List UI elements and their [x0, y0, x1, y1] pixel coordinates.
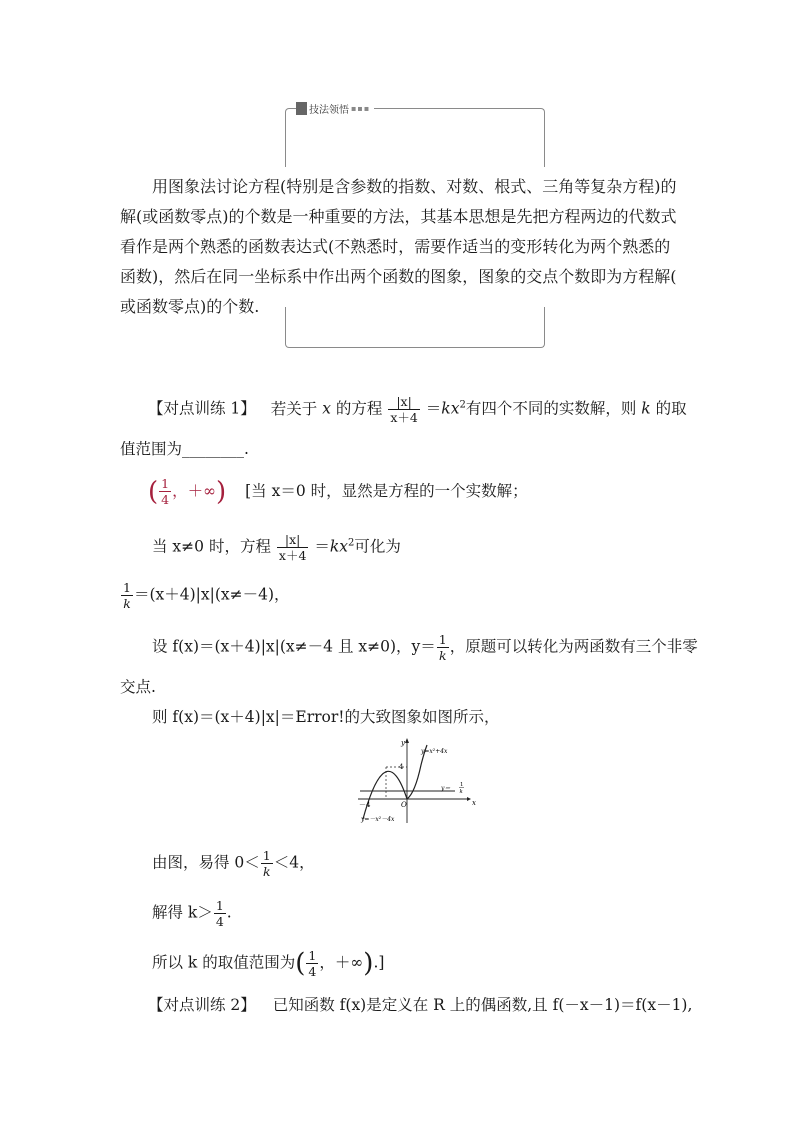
tip-line-4: 函数)，然后在同一坐标系中作出两个函数的图象，图象的交点个数即为方程解( — [120, 267, 677, 286]
graph-lower-curve-label: y=－x²－4x — [361, 816, 395, 823]
sol4-text-b: ，原题可以转化为两函数有三个非零 — [449, 637, 698, 656]
answer-frac-den: 4 — [161, 492, 170, 507]
solution-line-6: 则 f(x)＝(x＋4)|x|＝Error!的大致图象如图所示， — [152, 708, 500, 726]
sol9-close-paren: ) — [363, 948, 374, 979]
sol8-frac-den: 4 — [215, 914, 224, 929]
solution-line-2 — [120, 532, 712, 563]
exercise-1-question-line-2: 值范围为________. — [120, 440, 249, 458]
graph-tick-4: 4 — [399, 763, 404, 771]
sol8-frac-num: 1 — [215, 898, 224, 913]
function-graph — [355, 735, 480, 825]
exercise-2-line — [120, 994, 708, 1016]
answer-interval — [148, 476, 231, 507]
tip-box-label — [296, 100, 374, 116]
q-var-x: x — [322, 399, 331, 418]
dots-icon: ▪▪▪ — [351, 103, 371, 113]
sol2-eq: ＝ — [314, 537, 330, 556]
answer-fraction — [159, 476, 171, 507]
exercise-1-question-line-1 — [120, 394, 708, 425]
sol9-text-b: ，＋∞ — [319, 953, 364, 972]
answer-line — [120, 476, 708, 507]
solution-line-8 — [120, 898, 712, 929]
sol2-kx: kx — [329, 537, 348, 556]
answer-close-paren: ) — [216, 476, 227, 507]
sol2-text-a: 当 x≠0 时，方程 — [152, 537, 271, 556]
tip-line-2: 解(或函数零点)的个数是一种重要的方法，其基本思想是先把方程两边的代数式 — [120, 207, 677, 226]
sol2-frac-num: |x| — [277, 532, 309, 548]
label-block-icon — [296, 102, 307, 115]
graph-x-label: x — [472, 799, 476, 807]
sol2-fraction — [277, 532, 309, 563]
q-text-d: 的取 — [655, 399, 687, 418]
q-text-c: 有四个不同的实数解，则 — [465, 399, 637, 418]
sol9-frac-den: 4 — [308, 964, 317, 979]
tip-line-3: 看作是两个熟悉的函数表达式(不熟悉时，需要作适当的变形转化为两个熟悉的 — [120, 237, 671, 256]
sol7-frac-den: k — [262, 864, 271, 879]
sol7-text-a: 由图，易得 0＜ — [152, 853, 260, 872]
answer-frac-num: 1 — [161, 476, 170, 491]
sol8-text-b: . — [226, 903, 232, 922]
tip-line-5: 或函数零点)的个数. — [120, 297, 260, 316]
sol4-fraction — [437, 632, 449, 663]
graph-line-frac-den: k — [459, 789, 463, 795]
sol4-text-a: 设 f(x)＝(x＋4)|x|(x≠－4 且 x≠0)，y＝ — [152, 637, 436, 656]
sol7-fraction — [261, 848, 273, 879]
tip-box-bottom-border — [285, 307, 545, 348]
exercise-2-text: 已知函数 f(x)是定义在 R 上的偶函数,且 f(－x－1)＝f(x－1), — [272, 996, 693, 1014]
sol3-frac-den: k — [123, 596, 131, 611]
curve-neg-x2-neg-4x — [363, 771, 407, 819]
graph-upper-curve-label: y=x²+4x — [421, 748, 448, 755]
solution-line-4 — [120, 632, 712, 663]
sol3-frac-num: 1 — [123, 580, 131, 595]
sol2-frac-den: x＋4 — [278, 548, 307, 563]
graph-origin-label: O — [401, 801, 407, 809]
solution-line-1: [当 x＝0 时，显然是方程的一个实数解； — [245, 481, 528, 500]
sol7-frac-num: 1 — [262, 848, 271, 863]
solution-line-3 — [120, 580, 680, 611]
q-square: 2 — [459, 399, 466, 411]
graph-y-label: y — [401, 739, 405, 747]
sol9-fraction — [306, 948, 318, 979]
tip-line-1: 用图象法讨论方程(特别是含参数的指数、对数、根式、三角等复杂方程)的 — [152, 177, 677, 196]
solution-line-5: 交点. — [120, 678, 156, 696]
sol4-frac-den: k — [438, 648, 447, 663]
q-eq: ＝ — [425, 399, 442, 418]
sol9-open-paren: ( — [295, 948, 306, 979]
graph-line-label: y＝ — [441, 785, 451, 792]
answer-open-paren: ( — [148, 476, 159, 507]
graph-tick-neg4: －4 — [359, 801, 371, 809]
graph-x-arrow-icon — [467, 797, 471, 801]
exercise-1-tag: 【对点训练 1】 — [148, 399, 256, 418]
q-fraction — [388, 394, 420, 425]
solution-line-9 — [120, 948, 712, 979]
q-kx: kx — [441, 399, 460, 418]
sol2-square: 2 — [348, 537, 355, 549]
sol2-text-b: 可化为 — [354, 537, 401, 556]
q-text-b: 的方程 — [335, 399, 383, 418]
solution-line-7 — [120, 848, 712, 879]
sol4-frac-num: 1 — [438, 632, 447, 647]
sol8-text-a: 解得 k＞ — [152, 903, 213, 922]
tip-paragraph — [120, 172, 685, 322]
q-fraction-den: x＋4 — [390, 410, 418, 425]
sol3-fraction — [121, 580, 133, 611]
sol7-text-b: ＜4， — [273, 853, 315, 872]
answer-rest: ，＋∞ — [172, 481, 217, 500]
exercise-2-tag: 【对点训练 2】 — [148, 996, 256, 1014]
sol9-text-c: .] — [373, 953, 385, 972]
tip-box-top-border — [285, 108, 545, 167]
q-var-k: k — [641, 399, 651, 418]
tip-box-label-text: 技法领悟 — [309, 104, 349, 116]
q-fraction-num: |x| — [388, 394, 420, 410]
graph-y-arrow-icon — [405, 738, 409, 743]
sol9-text-a: 所以 k 的取值范围为 — [152, 953, 296, 972]
graph-line-frac-num: 1 — [460, 782, 464, 788]
sol3-rest: ＝(x＋4)|x|(x≠－4)， — [133, 585, 290, 604]
sol9-frac-num: 1 — [308, 948, 317, 963]
q-text-a: 若关于 — [270, 399, 318, 418]
sol8-fraction — [214, 898, 226, 929]
